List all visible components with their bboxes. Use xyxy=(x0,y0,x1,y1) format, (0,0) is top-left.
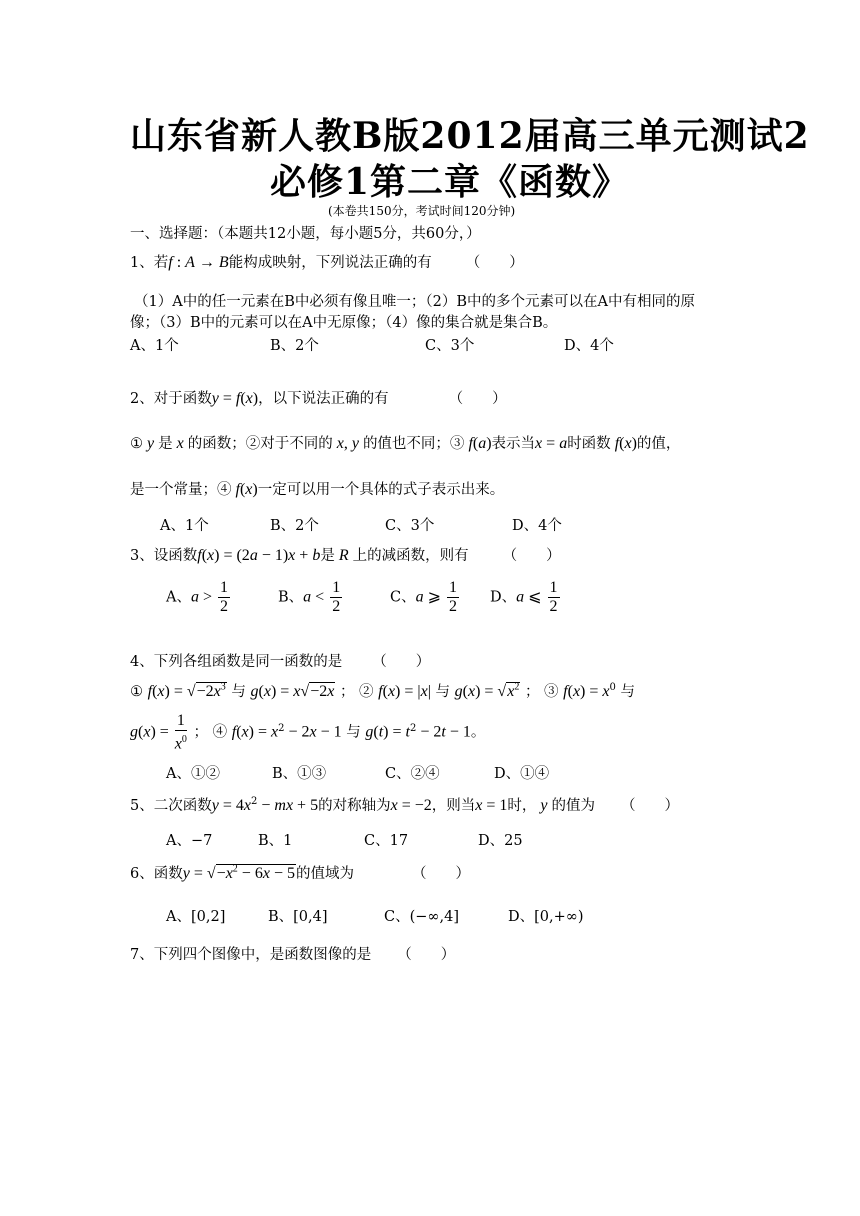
section-heading: 一、选择题：（本题共12小题，每小题5分，共60分，） xyxy=(130,226,481,242)
question-1-option-b: B、2个 xyxy=(270,338,319,354)
question-3-option-b: B、a < $\frac{1}{2}$ xyxy=(278,579,341,615)
question-6-option-a: A、[0,2] xyxy=(166,909,226,925)
title-line-1: 山东省新人教B版2012届高三单元测试2 xyxy=(130,115,810,157)
question-1-body-line-2: 像；（3）B中的元素可以在A中无原像；（4）像的集合就是集合B。 xyxy=(130,315,558,331)
question-1-option-a: A、1个 xyxy=(130,338,179,354)
question-2-stem: 2、对于函数y = f(x)，以下说法正确的有 （ ） xyxy=(130,390,507,407)
question-6-option-b: B、[0,4] xyxy=(268,909,328,925)
question-2-line-1: ① y 是 x 的函数；②对于不同的 x, y 的值也不同；③ f(a)表示当x = a时函数 f(x)的值， xyxy=(130,435,681,452)
title-line-2: 必修1第二章《函数》 xyxy=(270,161,630,203)
question-1-option-d: D、4个 xyxy=(564,338,614,354)
question-3-option-a: A、a > $\frac{1}{2}$ xyxy=(166,579,229,615)
question-3-option-c: C、a ⩾ $\frac{1}{2}$ xyxy=(390,579,458,615)
question-2-line-2: 是一个常量；④ f(x)一定可以用一个具体的式子表示出来。 xyxy=(130,481,505,498)
question-4-option-a: A、①② xyxy=(166,766,220,782)
question-4-option-d: D、①④ xyxy=(494,766,550,782)
question-4-line-1: ① $f(x) = √-2x^3$ 与 g(x) = x√−2x ； ② f(x) = |x| 与 $g(x) = √x^2$ ； ③ $f(x) = x^0$ 与 xyxy=(130,681,635,700)
question-6-option-d: D、[0,+∞) xyxy=(508,909,584,925)
question-4-option-c: C、②④ xyxy=(385,766,440,782)
question-4-option-b: B、①③ xyxy=(272,766,327,782)
question-3-stem: 3、设函数f(x) = (2a − 1)x + b是 R 上的减函数，则有 （ ） xyxy=(130,547,561,564)
question-5-stem: 5、二次函数$y = 4x^2$ − mx + 5的对称轴为x = −2，则当x = 1时， y 的值为 （ ） xyxy=(130,796,679,814)
subtitle: (本卷共150分，考试时间120分钟) xyxy=(328,204,516,218)
question-2-option-a: A、1个 xyxy=(160,518,209,534)
question-2-option-d: D、4个 xyxy=(512,518,562,534)
question-5-option-b: B、1 xyxy=(258,833,293,849)
question-5-option-c: C、17 xyxy=(364,833,409,849)
question-4-stem: 4、下列各组函数是同一函数的是 （ ） xyxy=(130,654,431,670)
question-1-body-line-1: （1）A中的任一元素在B中必须有像且唯一；（2）B中的多个元素可以在A中有相同的原 xyxy=(134,294,695,310)
question-5-option-a: A、−7 xyxy=(166,833,213,849)
question-6-option-c: C、(−∞,4] xyxy=(384,909,459,925)
question-7-stem: 7、下列四个图像中，是函数图像的是 （ ） xyxy=(130,947,456,963)
question-1-stem: 1、若f : A → B能构成映射，下列说法正确的有 （ ） xyxy=(130,254,524,271)
question-5-option-d: D、25 xyxy=(478,833,523,849)
question-4-line-2: g(x) = $\frac{1}{x^0}$ ； ④ $f(x) = x^2 - 2x - 1$ 与 $g(t) = t^2 - 2t - 1$。 xyxy=(130,712,486,753)
question-2-option-b: B、2个 xyxy=(270,518,319,534)
question-6-stem: 6、函数$y = √-x^2 - 6x - 5$的值域为 （ ） xyxy=(130,863,470,882)
question-3-option-d: D、a ⩽ $\frac{1}{2}$ xyxy=(490,579,558,615)
question-2-option-c: C、3个 xyxy=(385,518,435,534)
question-1-option-c: C、3个 xyxy=(425,338,475,354)
